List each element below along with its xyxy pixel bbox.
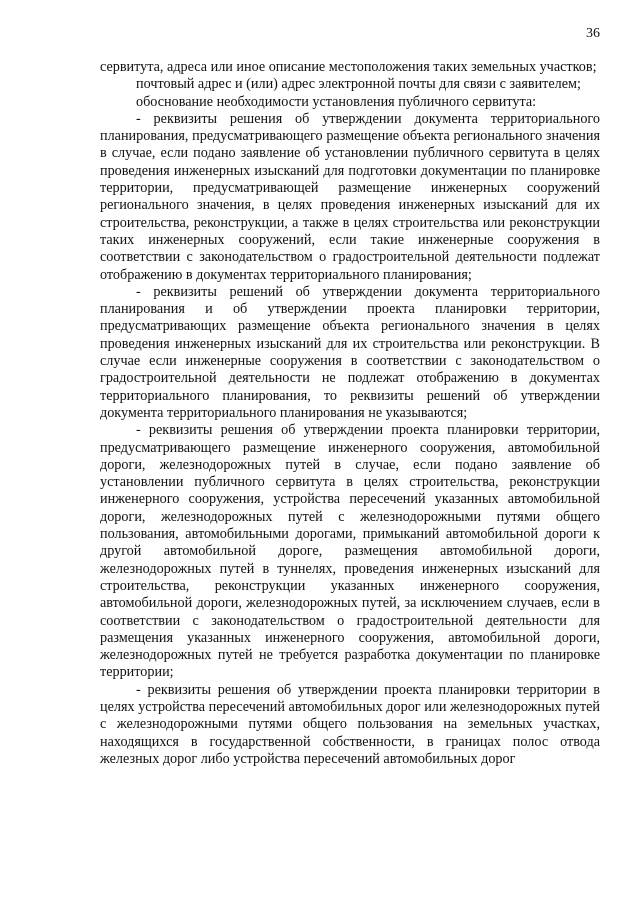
- paragraph-7: - реквизиты решения об утверждении проекта планировки территории в целях устройства пересечений автомобильных дорог или железнодорожных путей с железнодорожными путями общего пользования на земельных участках, находящихся в государственной собственности, в границах полос отвода железных дорог либо устройства пересечений автомобильных дорог: [100, 681, 600, 767]
- paragraph-5: - реквизиты решений об утверждении документа территориального планирования и об утверждении проекта планировки территории, предусматривающих размещение объекта регионального значения в целях проведения инженерных изысканий для их строительства или реконструкции. В случае если инженерные сооружения в соответствии с законодательством о градостроительной деятельности не подлежат отображению в документах территориального планирования, то реквизиты решений об утверждении документа территориального планирования не указываются;: [100, 283, 600, 421]
- paragraph-3: обоснование необходимости установления публичного сервитута:: [136, 93, 537, 110]
- paragraph-6: - реквизиты решения об утверждении проекта планировки территории, предусматривающего размещение инженерного сооружения, автомобильной дороги, железнодорожных путей в случае, если подано заявление об установлении публичного сервитута в целях строительства, реконструкции инженерного сооружения, устройства пересечений указанных автомобильной дороги, железнодорожных путей с железнодорожными путями общего пользования, автомобильными дорогами, примыканий автомобильной дороги к другой автомобильной дороге, размещения автомобильной дороги, железнодорожных путей в туннелях, проведения инженерных изысканий для строительства, реконструкции указанных инженерного сооружения, автомобильной дороги, железнодорожных путей, за исключением случаев, если в соответствии с законодательством о градостроительной деятельности для размещения указанных инженерного сооружения, автомобильной дороги, железнодорожных путей не требуется разработка документации по планировке территории;: [100, 422, 600, 681]
- document-body: [100, 59, 600, 768]
- paragraph-2: почтовый адрес и (или) адрес электронной почты для связи с заявителем;: [136, 76, 581, 93]
- paragraph-4: - реквизиты решения об утверждении документа территориального планирования, предусматривающего размещение объекта регионального значения в случае, если подано заявление об установлении публичного сервитута в целях проведения инженерных изысканий для подготовки документации по планировке территории, предусматривающей размещение инженерных сооружений регионального значения, в целях проведения инженерных изысканий для их строительства, реконструкции, а также в целях строительства или реконструкции таких инженерных сооружений, если такие инженерные сооружения в соответствии с законодательством о градостроительной деятельности подлежат отображению в документах территориального планирования;: [100, 110, 600, 283]
- page-number: 36: [586, 26, 600, 41]
- paragraph-1: сервитута, адреса или иное описание местоположения таких земельных участков;: [100, 59, 597, 75]
